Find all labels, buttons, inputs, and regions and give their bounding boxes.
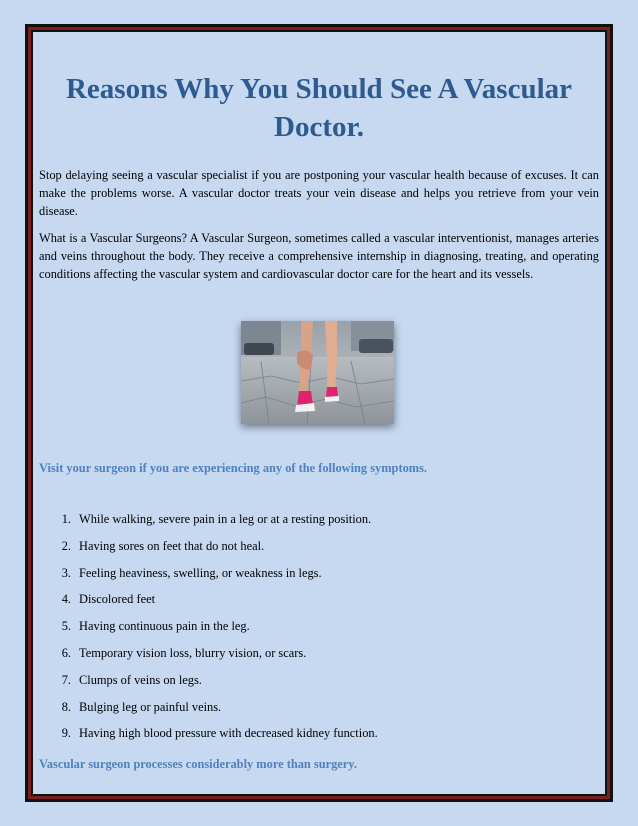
- list-item: 7. Clumps of veins on legs.: [61, 672, 202, 687]
- symptoms-list: [39, 512, 378, 753]
- definition-paragraph: What is a Vascular Surgeons? A Vascular Surgeon, sometimes called a vascular interventionist, manages arteries and veins throughout the body. They receive a comprehensive internship in diagnosing, treating, and operating conditions affecting the vascular system and cardiovascular doctor care for the heart and its vessels.: [39, 231, 599, 281]
- document-content: [39, 32, 599, 794]
- list-item: 4. Discolored feet: [61, 592, 156, 607]
- intro-paragraph: Stop delaying seeing a vascular specialist if you are postponing your vascular health because of excuses. It can make the problems worse. A vascular doctor treats your vein disease and helps you retrieve from your vein disease.: [39, 168, 599, 218]
- list-item: 1. While walking, severe pain in a leg or at a resting position.: [61, 512, 372, 526]
- symptoms-heading: Visit your surgeon if you are experiencing any of the following symptoms.: [39, 461, 428, 475]
- page-panel: [31, 30, 607, 796]
- list-item: 8. Bulging leg or painful veins.: [61, 699, 222, 714]
- leg-pain-image: [241, 321, 394, 424]
- list-item: 2. Having sores on feet that do not heal.: [61, 538, 265, 553]
- page-border: [25, 24, 613, 802]
- list-item: 6. Temporary vision loss, blurry vision, or scars.: [61, 645, 307, 660]
- walking-legs-photo: [241, 321, 394, 424]
- list-item: 3. Feeling heaviness, swelling, or weakness in legs.: [61, 565, 322, 580]
- page-title: Reasons Why You Should See A Vascular Doctor.: [65, 73, 573, 143]
- list-item: 5. Having continuous pain in the leg.: [61, 619, 250, 634]
- closing-heading: Vascular surgeon processes considerably more than surgery.: [39, 757, 357, 771]
- list-item: 9. Having high blood pressure with decreased kidney function.: [61, 726, 378, 741]
